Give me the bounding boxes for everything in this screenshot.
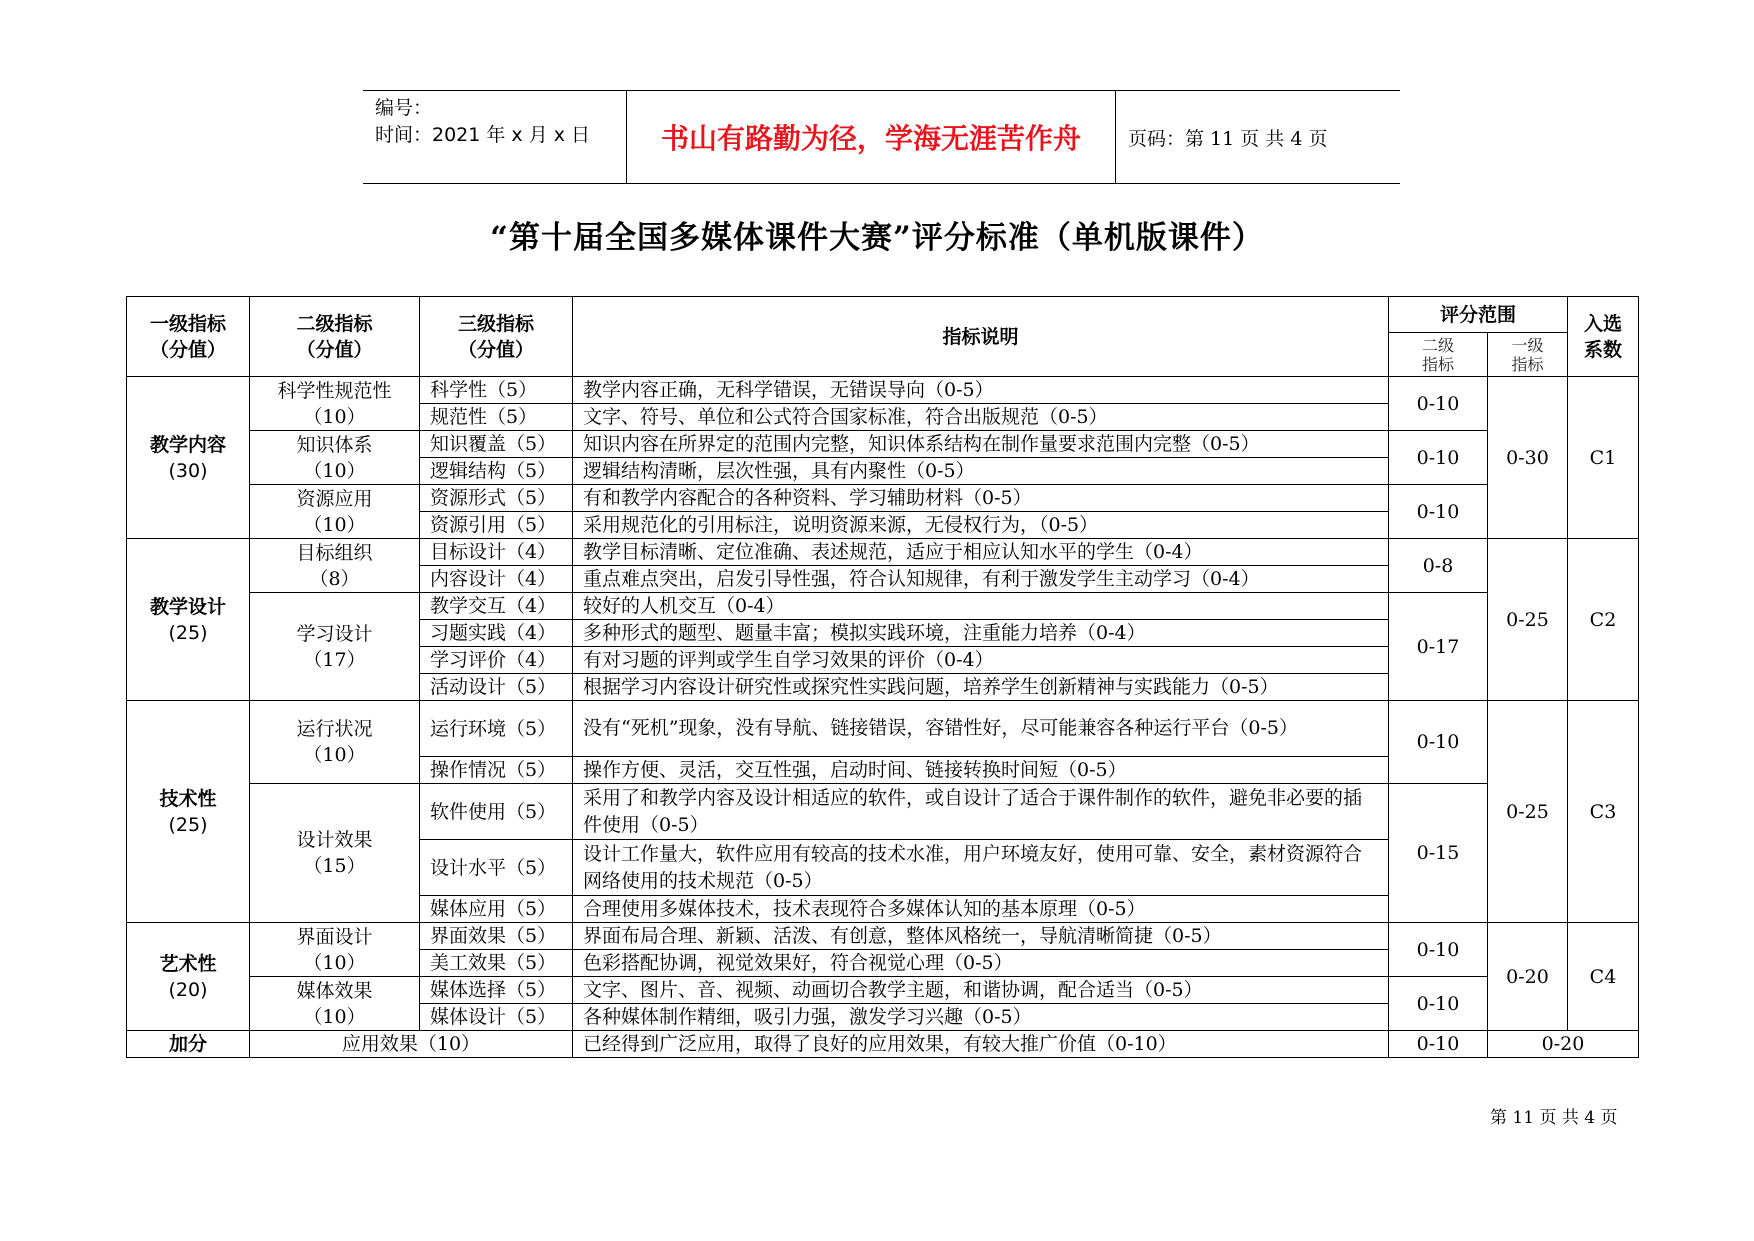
level2-name: 媒体效果 <box>296 979 373 1002</box>
header-description: 指标说明 <box>573 297 1389 377</box>
table-row <box>127 923 1639 950</box>
level3-indicator: 活动设计（5） <box>420 674 573 701</box>
level3-indicator: 媒体选择（5） <box>420 977 573 1004</box>
level1-score: (30) <box>168 459 208 482</box>
level2-indicator <box>250 784 420 923</box>
level3-indicator: 逻辑结构（5） <box>420 458 573 485</box>
level2-indicator <box>250 539 420 593</box>
level1-score: (20) <box>168 978 208 1001</box>
level3-indicator: 目标设计（4） <box>420 539 573 566</box>
level2-indicator <box>250 923 420 977</box>
indicator-description: 较好的人机交互（0-4） <box>573 593 1389 620</box>
table-row <box>127 784 1639 840</box>
level3-indicator: 媒体应用（5） <box>420 896 573 923</box>
level3-indicator: 运行环境（5） <box>420 701 573 757</box>
indicator-description: 有和教学内容配合的各种资料、学习辅助材料（0-5） <box>573 485 1389 512</box>
indicator-description: 界面布局合理、新颖、活泼、有创意，整体风格统一，导航清晰简捷（0-5） <box>573 923 1389 950</box>
level2-range: 0-8 <box>1389 539 1488 593</box>
level2-indicator <box>250 701 420 784</box>
level1-indicator <box>127 923 250 1031</box>
level2-range: 0-10 <box>1389 701 1488 784</box>
header-level1: 一级指标 （分值） <box>127 297 250 377</box>
level3-indicator: 媒体设计（5） <box>420 1004 573 1031</box>
indicator-description: 合理使用多媒体技术，技术表现符合多媒体认知的基本原理（0-5） <box>573 896 1389 923</box>
indicator-description: 各种媒体制作精细，吸引力强，激发学习兴趣（0-5） <box>573 1004 1389 1031</box>
level3-indicator: 美工效果（5） <box>420 950 573 977</box>
header-range-level1: 一级 指标 <box>1488 333 1568 377</box>
header-meta <box>375 95 590 149</box>
selection-coefficient: C3 <box>1568 701 1639 923</box>
level3-indicator: 操作情况（5） <box>420 757 573 784</box>
level2-range: 0-10 <box>1389 923 1488 977</box>
selection-coefficient: C4 <box>1568 923 1639 1031</box>
selection-coefficient: C1 <box>1568 377 1639 539</box>
bonus-level2-range: 0-10 <box>1389 1031 1488 1058</box>
level2-score: （15） <box>303 855 366 877</box>
level1-range: 0-30 <box>1488 377 1568 539</box>
level2-indicator <box>250 377 420 431</box>
table-row <box>127 377 1639 404</box>
date-label: 时间：2021 年 x 月 x 日 <box>375 124 591 146</box>
table-row <box>127 593 1639 620</box>
indicator-description: 设计工作量大，软件应用有较高的技术水准，用户环境友好，使用可靠、安全，素材资源符合网络使用的技术规范（0-5） <box>573 840 1389 896</box>
table-row <box>127 539 1639 566</box>
indicator-description: 逻辑结构清晰，层次性强，具有内聚性（0-5） <box>573 458 1389 485</box>
level2-indicator <box>250 977 420 1031</box>
level2-name: 目标组织 <box>296 541 373 564</box>
level3-indicator: 科学性（5） <box>420 377 573 404</box>
indicator-description: 教学内容正确，无科学错误，无错误导向（0-5） <box>573 377 1389 404</box>
indicator-description: 根据学习内容设计研究性或探究性实践问题，培养学生创新精神与实践能力（0-5） <box>573 674 1389 701</box>
level1-name: 艺术性 <box>159 952 217 975</box>
level2-score: （10） <box>303 744 366 766</box>
indicator-description: 采用规范化的引用标注，说明资源来源，无侵权行为，（0-5） <box>573 512 1389 539</box>
level2-name: 学习设计 <box>296 622 373 645</box>
level1-range: 0-25 <box>1488 701 1568 923</box>
level2-name: 知识体系 <box>296 433 373 456</box>
header-level2: 二级指标 （分值） <box>250 297 420 377</box>
indicator-description: 采用了和教学内容及设计相适应的软件，或自设计了适合于课件制作的软件，避免非必要的插件使用（0-5） <box>573 784 1389 840</box>
level2-range: 0-10 <box>1389 377 1488 431</box>
number-label: 编号： <box>375 97 433 119</box>
indicator-description: 重点难点突出，启发引导性强，符合认知规律，有利于激发学生主动学习（0-4） <box>573 566 1389 593</box>
header-coefficient: 入选 系数 <box>1568 297 1639 377</box>
page-header <box>363 90 1400 184</box>
indicator-description: 色彩搭配协调，视觉效果好，符合视觉心理（0-5） <box>573 950 1389 977</box>
indicator-description: 知识内容在所界定的范围内完整，知识体系结构在制作量要求范围内完整（0-5） <box>573 431 1389 458</box>
level1-indicator <box>127 701 250 923</box>
table-row-bonus <box>127 1031 1639 1058</box>
level3-indicator: 习题实践（4） <box>420 620 573 647</box>
bonus-level1-range: 0-20 <box>1488 1031 1639 1058</box>
level2-name: 科学性规范性 <box>277 379 392 402</box>
level2-score: （10） <box>303 951 366 974</box>
bonus-label: 加分 <box>127 1031 250 1058</box>
indicator-description: 多种形式的题型、题量丰富；模拟实践环境，注重能力培养（0-4） <box>573 620 1389 647</box>
indicator-description: 没有“死机”现象，没有导航、链接错误，容错性好，尽可能兼容各种运行平台（0-5） <box>573 701 1389 757</box>
level1-range: 0-20 <box>1488 923 1568 1031</box>
header-motto: 书山有路勤为径，学海无涯苦作舟 <box>660 122 1081 155</box>
level1-score: (25) <box>168 813 208 836</box>
level1-name: 教学内容 <box>149 433 226 456</box>
level2-indicator <box>250 431 420 485</box>
level2-score: （10） <box>303 459 366 482</box>
scoring-table <box>126 296 1639 1058</box>
level2-score: （17） <box>303 648 366 671</box>
level3-indicator: 规范性（5） <box>420 404 573 431</box>
level2-score: （10） <box>303 513 366 536</box>
level2-indicator <box>250 485 420 539</box>
header-level3: 三级指标 （分值） <box>420 297 573 377</box>
level3-indicator: 资源形式（5） <box>420 485 573 512</box>
level3-indicator: 资源引用（5） <box>420 512 573 539</box>
selection-coefficient: C2 <box>1568 539 1639 701</box>
level3-indicator: 知识覆盖（5） <box>420 431 573 458</box>
level2-name: 运行状况 <box>296 718 373 740</box>
level3-indicator: 设计水平（5） <box>420 840 573 896</box>
bonus-description: 已经得到广泛应用，取得了良好的应用效果，有较大推广价值（0-10） <box>573 1031 1389 1058</box>
level2-range: 0-17 <box>1389 593 1488 701</box>
table-row <box>127 701 1639 757</box>
level1-range: 0-25 <box>1488 539 1568 701</box>
header-range-level2: 二级 指标 <box>1389 333 1488 377</box>
indicator-description: 教学目标清晰、定位准确、表述规范，适应于相应认知水平的学生（0-4） <box>573 539 1389 566</box>
level2-name: 界面设计 <box>296 925 373 948</box>
table-row <box>127 977 1639 1004</box>
level1-score: (25) <box>168 621 208 644</box>
level2-score: （10） <box>303 1005 366 1028</box>
level3-indicator: 软件使用（5） <box>420 784 573 840</box>
document-title: “第十届全国多媒体课件大赛”评分标准（单机版课件） <box>490 220 1264 256</box>
level2-range: 0-15 <box>1389 784 1488 923</box>
level2-name: 资源应用 <box>296 487 373 510</box>
header-score-range: 评分范围 <box>1389 297 1568 333</box>
level1-indicator <box>127 539 250 701</box>
level2-score: （8） <box>309 567 360 590</box>
level3-indicator: 界面效果（5） <box>420 923 573 950</box>
level3-indicator: 内容设计（4） <box>420 566 573 593</box>
level2-range: 0-10 <box>1389 977 1488 1031</box>
indicator-description: 有对习题的评判或学生自学习效果的评价（0-4） <box>573 647 1389 674</box>
level1-indicator <box>127 377 250 539</box>
level2-range: 0-10 <box>1389 485 1488 539</box>
level3-indicator: 学习评价（4） <box>420 647 573 674</box>
level2-score: （10） <box>303 405 366 428</box>
level2-name: 设计效果 <box>296 829 373 851</box>
indicator-description: 文字、图片、音、视频、动画切合教学主题，和谐协调，配合适当（0-5） <box>573 977 1389 1004</box>
level2-range: 0-10 <box>1389 431 1488 485</box>
table-row <box>127 485 1639 512</box>
header-divider <box>1115 91 1116 183</box>
indicator-description: 操作方便、灵活，交互性强，启动时间、链接转换时间短（0-5） <box>573 757 1389 784</box>
bonus-level2: 应用效果（10） <box>250 1031 573 1058</box>
footer-page-number: 第 11 页 共 4 页 <box>1490 1108 1618 1128</box>
indicator-description: 文字、符号、单位和公式符合国家标准，符合出版规范（0-5） <box>573 404 1389 431</box>
level3-indicator: 教学交互（4） <box>420 593 573 620</box>
level1-name: 教学设计 <box>149 595 226 618</box>
level2-indicator <box>250 593 420 701</box>
header-page-label: 页码：第 11 页 共 4 页 <box>1128 127 1328 150</box>
level1-name: 技术性 <box>159 787 217 810</box>
table-row <box>127 431 1639 458</box>
